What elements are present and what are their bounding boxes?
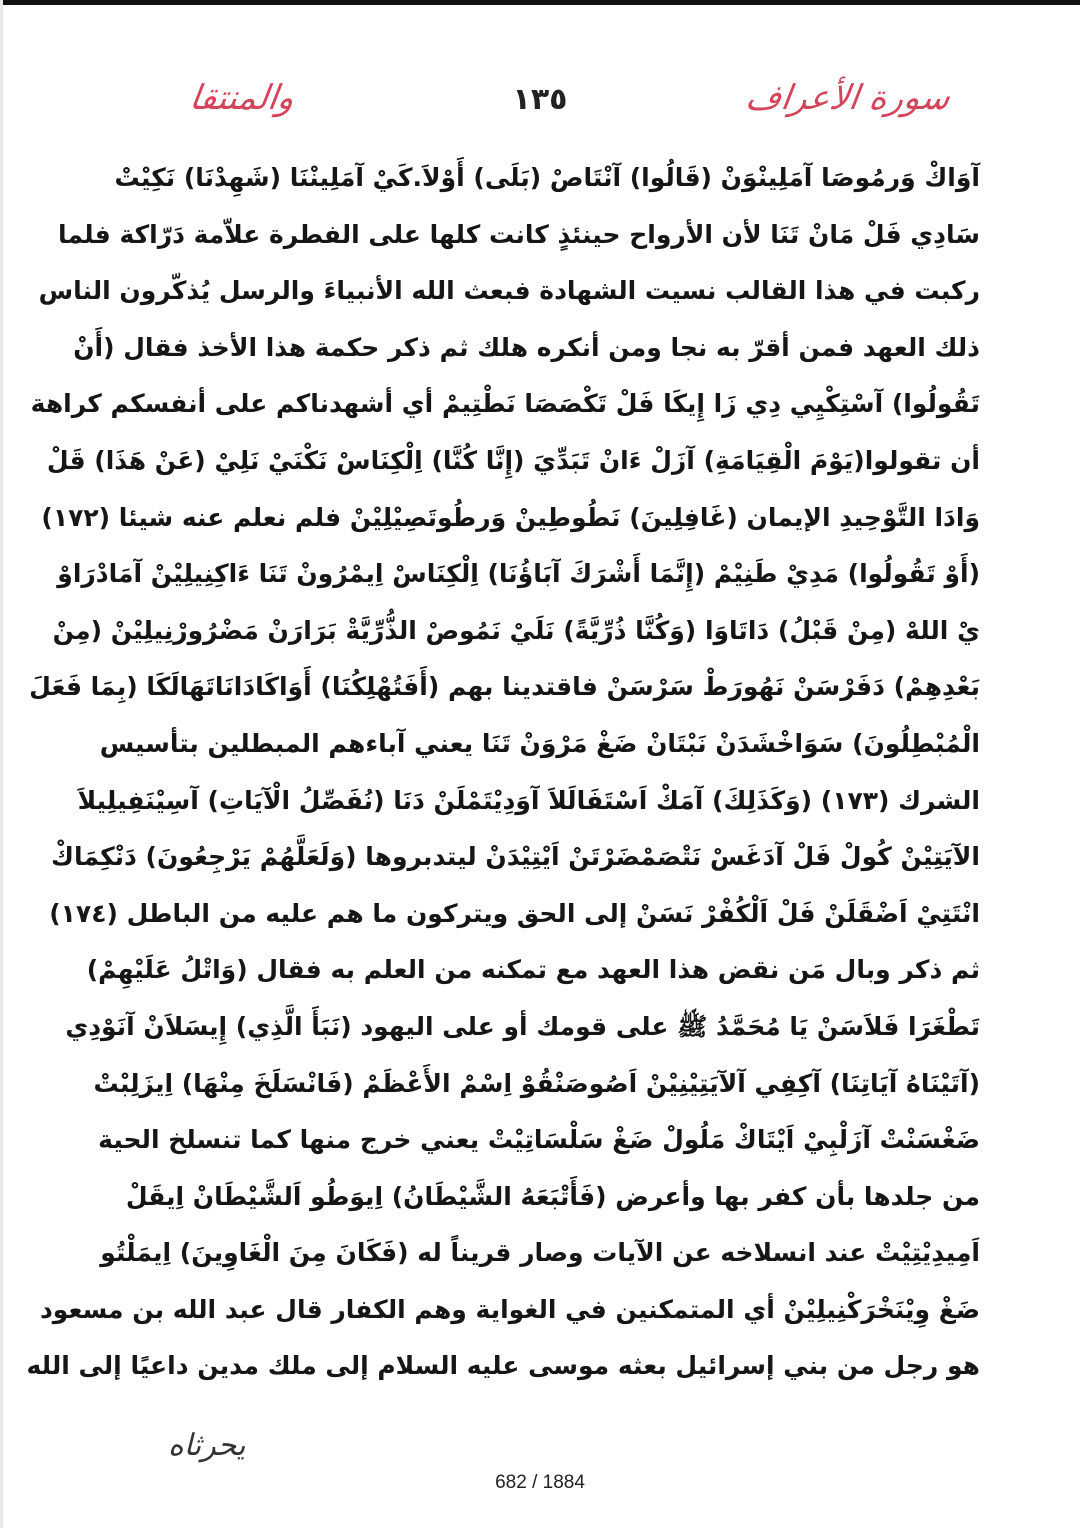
text-line: تَقُولُوا) آسْتِكْيِي دِي زَا إِيكَا فَلْ تَكْصَصَا نَطْتِيمْ أي أشهدناكم على أنفسكم كراهة <box>30 389 980 419</box>
document-body <box>26 150 980 1390</box>
page-edge <box>0 0 3 1528</box>
text-line: الآيَتِيْنْ كُولْ فَلْ آدَغَسْ نَتْصَمْضَرْتَنْ اَيْتِيْدَنْ ليتدبروها (وَلَعَلَّهُمْ يَرْجِعُونَ) دَنْكِمَاكْ <box>51 842 980 872</box>
text-line: الشرك (١٧٣) (وَكَذَلِكَ) آمَكْ اَسْتَفَالَلاَ آوَدِيْتَمْلَنْ دَنَا (نُفَصِّلُ الْآيَاتِ) آسِيْنَفِيلِيلاَ <box>77 785 980 815</box>
top-border <box>0 0 1080 5</box>
text-line: أن تقولوا(يَوْمَ الْقِيَامَةِ) آزَلْ ءَانْ تَبَدِّيَ (إِنَّا كُنَّا) اِلْكِنَاسْ نَكْنَيْ نَلِيْ (عَنْ هَذَا) قَلْ <box>46 445 980 475</box>
text-line: (أَوْ تَقُولُوا) مَدِيْ طَنِيْمْ (إِنَّمَا أَشْرَكَ آبَاؤُنَا) اِلْكِنَاسْ اِيمْرُونْ تَنَا ءَاكِنِيلِيْنْ آمَادْرَاوْ <box>57 559 980 589</box>
text-line: يْ اللهْ (مِنْ قَبْلُ) دَاتَاوَا (وَكُنَّا ذُرِّيَّةً) نَلَيْ نَمُوصْ الذُّرِّيَّةْ بَرَارَنْ مَضْرُورْنِيلِيْنْ (مِنْ <box>52 615 980 645</box>
text-line: (آتَيْنَاهُ آيَاتِنَا) آكِفِي آلآيَتِيْنِيْنْ اَصُوصَنْقُوْ اِسْمْ الأَعْظَمْ (فَانْسَلَخَ مِنْهَا) اِيزَلِبْتْ <box>93 1068 980 1098</box>
page-number: ١٣٥ <box>512 82 568 117</box>
text-line: آوَاكْ وَرمُوصَا آمَلِينْوَنْ (قَالُوا) آنْتَاصْ (بَلَى) أَوْلاَ.كَيْ آمَلِينْنَا (شَهِدْنَا) نَكِيْتْ <box>114 163 980 192</box>
text-line: اَمِيدِيْتِيْتْ عند انسلاخه عن الآيات وصار قريناً له (فَكَانَ مِنَ الْغَاوِينَ) اِيمَلْتُو <box>100 1238 980 1268</box>
text-line: ضَغْسَنْتْ آزَلْبِيْ اَيْتَاكْ مَلُولْ ضَغْ سَلْسَاتِيْتْ يعني خرج منها كما تنسلخ الحية <box>98 1125 980 1155</box>
text-line: تَطْغَرَا فَلاَسَنْ يَا مُحَمَّدُ ﷺ على قومك أو على اليهود (نَبَأَ الَّذِي) إِيسَلاَنْ آنَوْدِي <box>65 1011 980 1041</box>
page-counter: 682 / 1884 <box>495 1472 585 1493</box>
text-line: ركبت في هذا القالب نسيت الشهادة فبعث الله الأنبياءَ والرسل يُذكّرون الناس <box>38 276 980 306</box>
text-line: ثم ذكر وبال مَن نقض هذا العهد مع تمكنه من العلم به فقال (وَاتْلُ عَلَيْهِمْ) <box>86 955 980 985</box>
text-line: ذلك العهد فمن أقرّ به نجا ومن أنكره هلك ثم ذكر حكمة هذا الأخذ فقال (أَنْ <box>73 332 980 362</box>
text-line: بَعْدِهِمْ) دَفَرْسَنْ نَهُورَطْ سَرْسَنْ فاقتدينا بهم (أَفَتُهْلِكُنَا) أَوَاكَادَانَاتَهَالَكَا (بِمَا فَعَلَ <box>29 672 980 702</box>
text-line: ضَغْ وِيْنَخْرَكْنِيلِيْنْ أي المتمكنين في الغواية وهم الكفار قال عبد الله بن مسعود <box>39 1294 980 1324</box>
handwritten-surah-title: سورة الأعراف <box>743 78 953 118</box>
text-line: سَادِي فَلْ مَانْ تَنَا لأن الأرواح حينئذٍ كانت كلها على الفطرة علاّمة دَرّاكة فلما <box>58 219 980 249</box>
text-line: هو رجل من بني إسرائيل بعثه موسى عليه السلام إلى ملك مدين داعيًا إلى الله <box>26 1351 980 1381</box>
handwritten-note-left: والمنتقا <box>187 78 297 118</box>
handwritten-signature: يحرثاه <box>168 1428 246 1463</box>
text-line: من جلدها بأن كفر بها وأعرض (فَأَتْبَعَهُ الشَّيْطَانُ) اِيوَطُو اَلشَّيْطَانْ اِيقَلْ <box>125 1181 980 1211</box>
text-line: وَادَا التَّوْحِيدِ الإيمان (غَافِلِينَ) نَطُوطِينْ وَرطُوتَصِيْلِيْنْ فلم نعلم عنه شيئا (١٧٢) <box>41 502 980 532</box>
text-line: الْمُبْطِلُونَ) سَوَاخْشَدَنْ نَبْتَانْ ضَغْ مَرْوَنْ تَنَا يعني آباءهم المبطلين بتأسيس <box>99 728 980 758</box>
text-line: انْتَتِيْ اَضْقَلَنْ فَلْ اَلْكُفْرْ نَسَنْ إلى الحق ويتركون ما هم عليه من الباطل (١٧٤) <box>49 898 980 928</box>
